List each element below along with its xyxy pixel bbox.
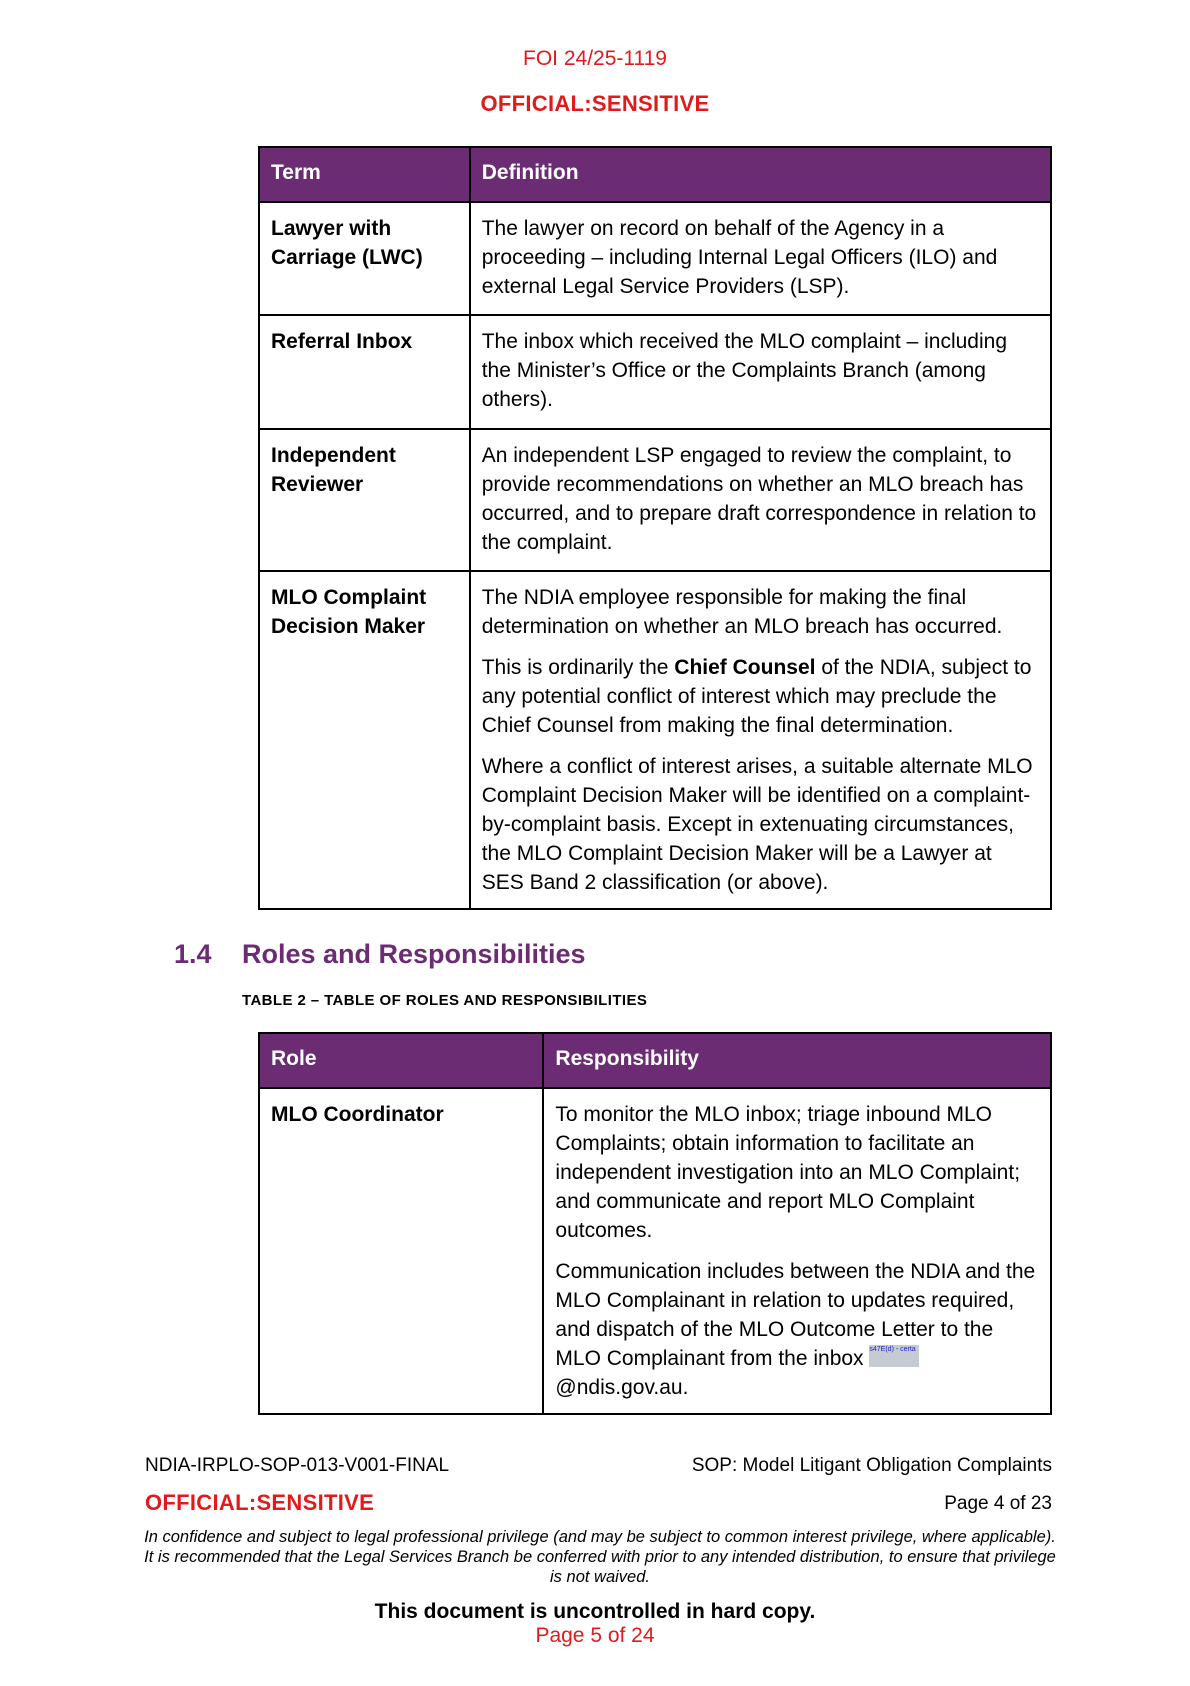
outer-page-number: Page 5 of 24 [535, 1624, 655, 1647]
term-cell: MLO Complaint Decision Maker [259, 571, 470, 909]
table-row [259, 1088, 1051, 1414]
table-row [259, 202, 1051, 315]
redaction-box: s47E(d) - certa [869, 1345, 919, 1367]
header-definition: Definition [470, 147, 1051, 202]
responsibility-cell [543, 1088, 1051, 1414]
term-cell: Lawyer with Carriage (LWC) [259, 202, 470, 315]
privilege-notice: In confidence and subject to legal professional privilege (and may be subject to common interest privilege, where applicable). It is recommended that the Legal Services Branch be conferred with prior to any intended distribution, to ensure that privilege is not waived. [144, 1528, 1056, 1586]
text-span: of the NDIA, subject to any potential conflict of interest which may preclude the Chief Counsel from making the final determination. [481, 656, 1032, 737]
definition-text: Where a conflict of interest arises, a suitable alternate MLO Complaint Decision Maker will be identified on a complaint-by-complaint basis. Except in extenuating circumstances, the MLO Complaint Decision Maker will be a Lawyer at SES Band 2 classification (or above). [481, 755, 1033, 894]
table-header-row [259, 1033, 1051, 1088]
table-row [259, 429, 1051, 571]
definition-cell [470, 202, 1051, 315]
definition-text: An independent LSP engaged to review the complaint, to provide recommendations on whether an MLO breach has occurred, and to prepare draft correspondence in relation to the complaint. [481, 444, 1037, 554]
section-title: Roles and Responsibilities [242, 939, 586, 969]
page-number: Page 4 of 23 [944, 1493, 1052, 1514]
header-responsibility: Responsibility [543, 1033, 1051, 1088]
roles-table [258, 1032, 1052, 1415]
text-span: Communication includes between the NDIA and the MLO Complainant in relation to updates required, and dispatch of the MLO Outcome Letter to the MLO Complainant from the inbox [555, 1260, 1036, 1370]
definition-text: The inbox which received the MLO complaint – including the Minister’s Office or the Complaints Branch (among others). [481, 330, 1007, 411]
definition-text: The NDIA employee responsible for making the final determination on whether an MLO breach has occurred. [481, 586, 1003, 638]
section-number: 1.4 [174, 939, 212, 969]
bold-term: Chief Counsel [674, 656, 816, 679]
text-span: This is ordinarily the [481, 656, 675, 679]
foi-reference: FOI 24/25-1119 [523, 47, 667, 70]
section-heading [174, 939, 586, 970]
table-caption: TABLE 2 – TABLE OF ROLES AND RESPONSIBILITIES [242, 992, 648, 1009]
term-cell: Independent Reviewer [259, 429, 470, 571]
uncontrolled-notice: This document is uncontrolled in hard copy. [374, 1600, 816, 1623]
classification-header: OFFICIAL:SENSITIVE [480, 91, 710, 116]
definition-cell [470, 315, 1051, 429]
role-cell: MLO Coordinator [259, 1088, 543, 1414]
classification-footer: OFFICIAL:SENSITIVE [145, 1490, 375, 1515]
definition-text [482, 653, 1039, 740]
header-role: Role [259, 1033, 543, 1088]
responsibility-text: To monitor the MLO inbox; triage inbound MLO Complaints; obtain information to facilitate an independent investigation into an MLO Complaint; and communicate and report MLO Complaint outcomes. [555, 1103, 1021, 1242]
email-domain: @ndis.gov.au. [555, 1376, 689, 1399]
header-term: Term [259, 147, 470, 202]
responsibility-text [555, 1257, 1039, 1402]
document-id: NDIA-IRPLO-SOP-013-V001-FINAL [145, 1455, 450, 1476]
table-header-row [259, 147, 1051, 202]
table-row [259, 315, 1051, 429]
term-cell: Referral Inbox [259, 315, 470, 429]
definition-cell [470, 429, 1051, 571]
definition-cell [470, 571, 1051, 909]
terms-table [258, 146, 1052, 910]
definition-text: The lawyer on record on behalf of the Agency in a proceeding – including Internal Legal Officers (ILO) and external Legal Service Providers (LSP). [481, 217, 998, 298]
table-row [259, 571, 1051, 909]
document-title: SOP: Model Litigant Obligation Complaints [691, 1455, 1052, 1476]
